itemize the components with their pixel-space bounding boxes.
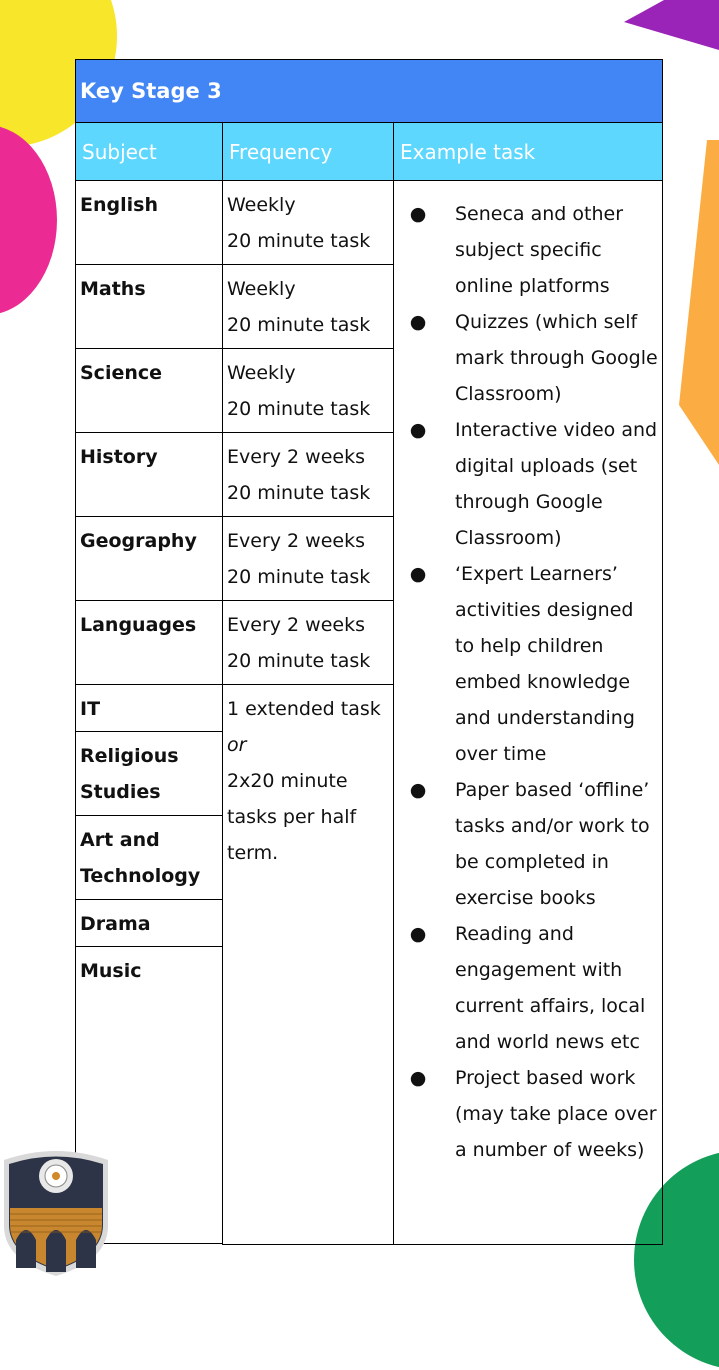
subject-cell: Drama (76, 900, 223, 947)
frequency-line: Every 2 weeks (227, 446, 365, 468)
subject-cell: IT (76, 685, 223, 732)
subject-cell: Science (76, 349, 223, 433)
frequency-line: 20 minute task (227, 314, 371, 336)
example-task-text: Interactive video and digital uploads (set through Google Classroom) (455, 419, 658, 549)
bullet-icon: ● (409, 779, 427, 801)
header-example: Example task (394, 123, 663, 181)
frequency-line: or (227, 734, 247, 756)
school-crest-logo (0, 1148, 112, 1278)
frequency-cell (223, 601, 394, 685)
subject-cell: Maths (76, 265, 223, 349)
bullet-icon: ● (409, 563, 427, 585)
bullet-icon: ● (409, 1067, 427, 1089)
frequency-cell (223, 349, 394, 433)
frequency-line: Weekly (227, 278, 296, 300)
subject-cell: Geography (76, 517, 223, 601)
frequency-line: 20 minute task (227, 482, 371, 504)
list-item (408, 304, 658, 412)
list-item (408, 916, 658, 1060)
list-item (408, 772, 658, 916)
pink-circle-decoration (0, 125, 57, 315)
example-task-text: Seneca and other subject specific online platforms (455, 203, 624, 297)
frequency-line: Every 2 weeks (227, 530, 365, 552)
list-item (408, 196, 658, 304)
bullet-icon: ● (409, 923, 427, 945)
subject-cell: Languages (76, 601, 223, 685)
subject-cell: Religious Studies (76, 732, 223, 816)
frequency-line: 20 minute task (227, 650, 371, 672)
bullet-icon: ● (409, 203, 427, 225)
subject-cell: Art and Technology (76, 816, 223, 900)
purple-triangle-decoration (624, 0, 719, 50)
subject-cell: English (76, 181, 223, 265)
list-item (408, 556, 658, 772)
bullet-icon: ● (409, 311, 427, 333)
key-stage-table (75, 59, 663, 1245)
example-task-text: Project based work (may take place over a number of weeks) (455, 1067, 657, 1161)
frequency-cell (223, 433, 394, 517)
frequency-cell (223, 265, 394, 349)
example-task-list (408, 196, 658, 1168)
header-frequency: Frequency (223, 123, 394, 181)
frequency-cell (223, 517, 394, 601)
frequency-line: 20 minute task (227, 566, 371, 588)
list-item (408, 412, 658, 556)
frequency-line: Weekly (227, 362, 296, 384)
frequency-line: Weekly (227, 194, 296, 216)
frequency-line: 20 minute task (227, 398, 371, 420)
frequency-line: 20 minute task (227, 230, 371, 252)
frequency-cell (223, 181, 394, 265)
example-task-text: Paper based ‘offline’ tasks and/or work to be completed in exercise books (455, 779, 650, 909)
frequency-line: 2x20 minute tasks per half term. (227, 770, 357, 864)
header-subject: Subject (76, 123, 223, 181)
table-title: Key Stage 3 (76, 60, 663, 123)
subject-cell: History (76, 433, 223, 517)
frequency-line: Every 2 weeks (227, 614, 365, 636)
example-task-cell (394, 181, 663, 1245)
frequency-line: 1 extended task (227, 698, 381, 720)
bullet-icon: ● (409, 419, 427, 441)
example-task-text: ‘Expert Learners’ activities designed to help children embed knowledge and understanding over time (455, 563, 635, 765)
frequency-cell (223, 685, 394, 1245)
example-task-text: Quizzes (which self mark through Google Classroom) (455, 311, 658, 405)
subject-cell: Music (76, 947, 223, 1244)
example-task-text: Reading and engagement with current affairs, local and world news etc (455, 923, 646, 1053)
list-item (408, 1060, 658, 1168)
orange-triangle-decoration (679, 140, 719, 465)
